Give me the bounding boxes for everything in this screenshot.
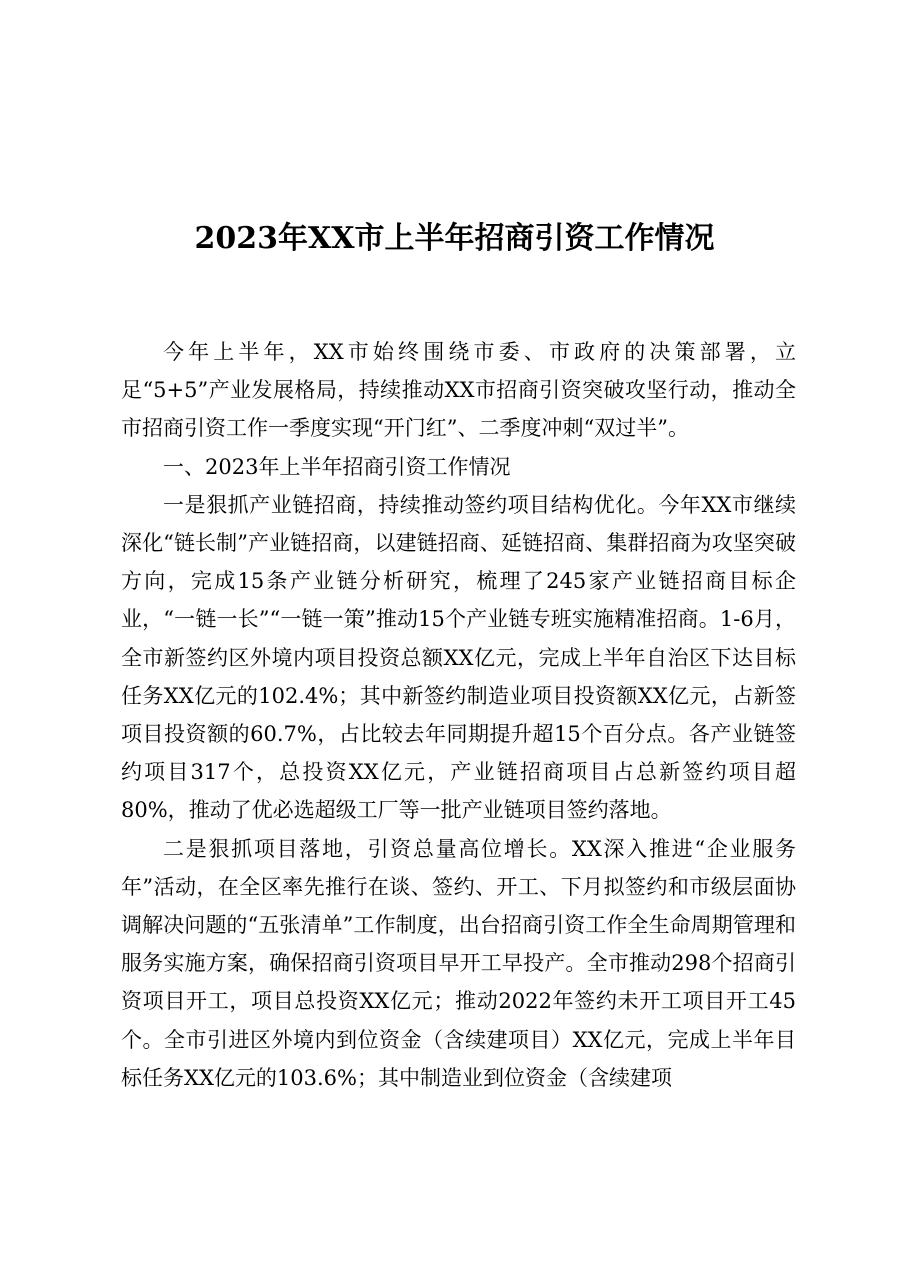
- body-paragraph-project-landing: 二是狠抓项目落地，引资总量高位增长。XX深入推进“企业服务年”活动，在全区率先推行在谈、签约、开工、下月拟签约和市级层面协调解决问题的“五张清单”工作制度，出台招商引资工作全生命周期管理和服务实施方案，确保招商引资项目早开工早投产。全市推动298个招商引资项目开工，项目总投资XX亿元；推动2022年签约未开工项目开工45个。全市引进区外境内到位资金（含续建项目）XX亿元，完成上半年目标任务XX亿元的103.6%；其中制造业到位资金（含续建项: [121, 836, 796, 1090]
- intro-paragraph: 今年上半年，XX市始终围绕市委、市政府的决策部署，立足“5+5”产业发展格局，持续推动XX市招商引资突破攻坚行动，推动全市招商引资工作一季度实现“开门红”、二季度冲刺“双过半”。: [121, 340, 796, 441]
- body-paragraph-industry-chain: 一是狠抓产业链招商，持续推动签约项目结构优化。今年XX市继续深化“链长制”产业链招商，以建链招商、延链招商、集群招商为攻坚突破方向，完成15条产业链分析研究，梳理了245家产业链招商目标企业，“一链一长”“一链一策”推动15个产业链专班实施精准招商。1-6月，全市新签约区外境内项目投资总额XX亿元，完成上半年自治区下达目标任务XX亿元的102.4%；其中新签约制造业项目投资额XX亿元，占新签项目投资额的60.7%，占比较去年同期提升超15个百分点。各产业链签约项目317个，总投资XX亿元，产业链招商项目占总新签约项目超80%，推动了优必选超级工厂等一批产业链项目签约落地。: [121, 492, 796, 823]
- document-title: 2023年XX市上半年招商引资工作情况: [194, 221, 715, 256]
- document-body: [121, 333, 796, 1097]
- section-heading: 一、2023年上半年招商引资工作情况: [163, 454, 511, 479]
